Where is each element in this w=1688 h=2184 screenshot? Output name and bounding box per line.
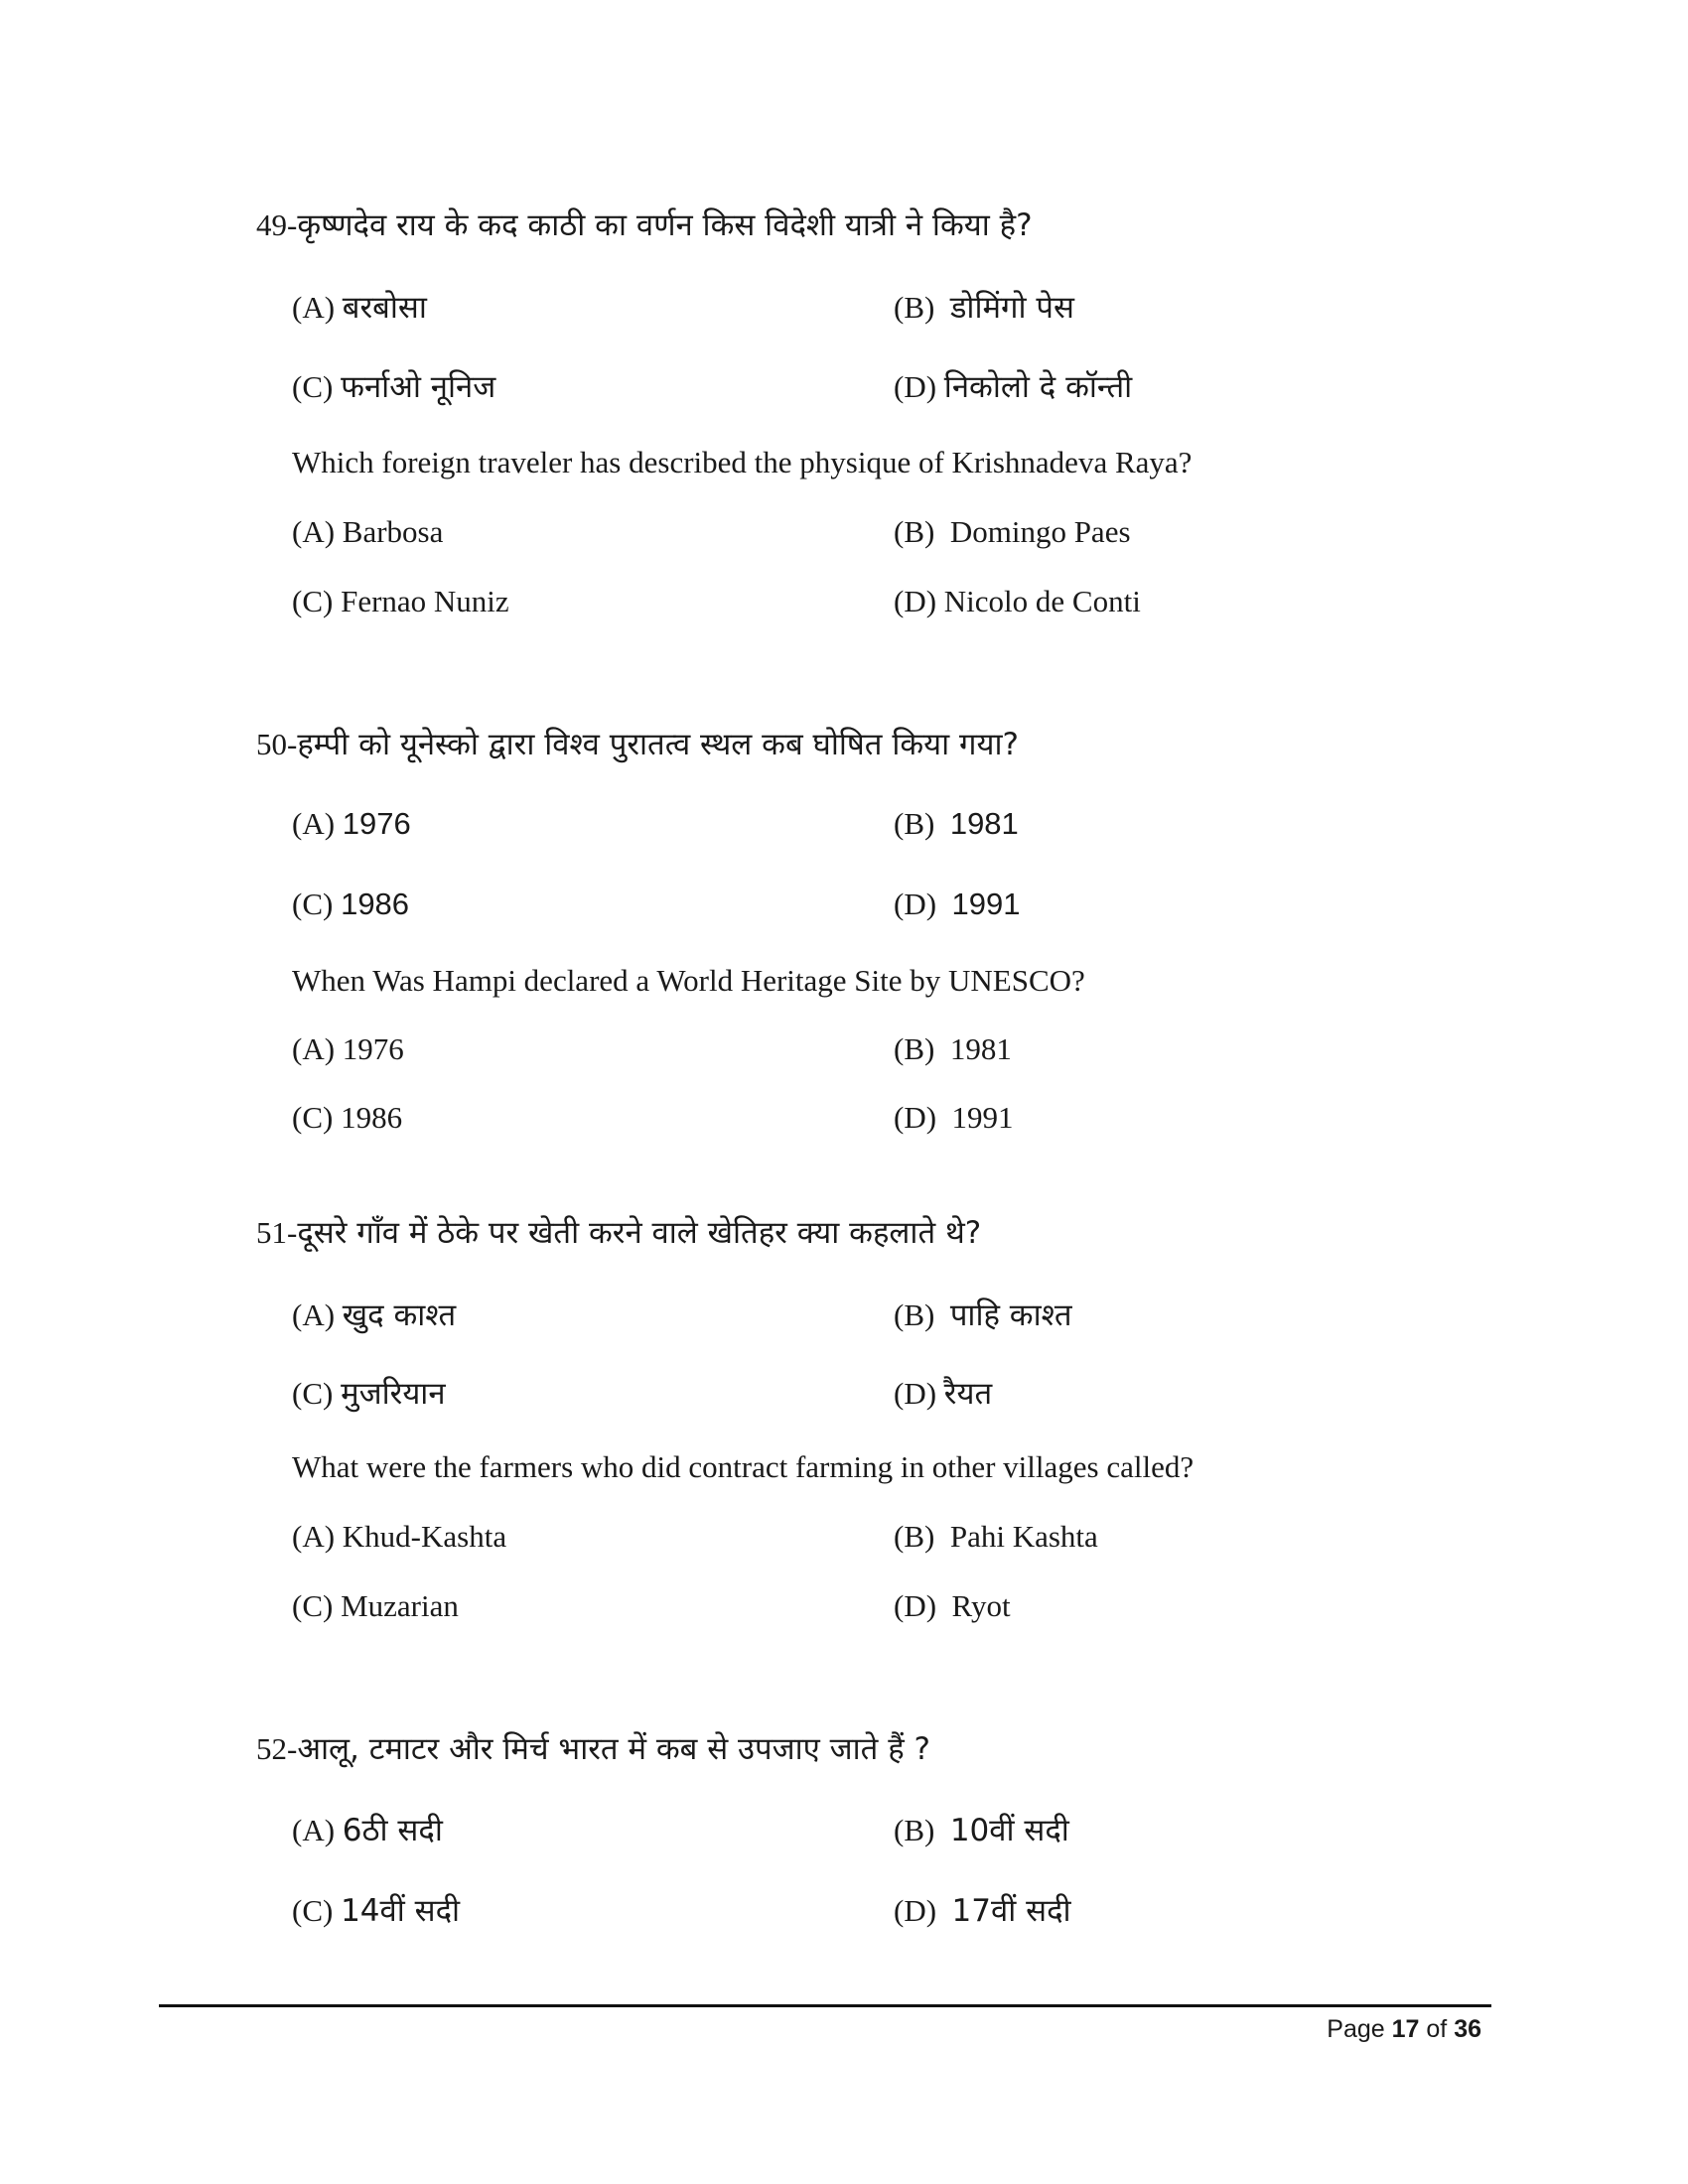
option-c: (C) फर्नाओ नूनिज (292, 369, 496, 405)
question-49-english: Which foreign traveler has described the physique of Krishnadeva Raya? (292, 445, 1193, 479)
option-d: (D) 1991 (894, 1100, 1014, 1135)
question-text: दूसरे गाँव में ठेके पर खेती करने वाले खेतिहर क्या कहलाते थे? (297, 1215, 982, 1251)
option-a: (A) बरबोसा (292, 290, 427, 326)
option-d: (D) Ryot (894, 1588, 1011, 1623)
option-d: (D) 1991 (894, 887, 1021, 921)
option-d: (D) रैयत (894, 1376, 993, 1412)
option-d: (D) Nicolo de Conti (894, 584, 1141, 618)
option-a: (A) Khud-Kashta (292, 1519, 507, 1554)
option-b: (B) Domingo Paes (894, 514, 1131, 549)
question-50-hindi (256, 723, 1019, 764)
option-d: (D) 17वीं सदी (894, 1893, 1071, 1929)
question-52-hindi (256, 1727, 930, 1769)
option-c: (C) Muzarian (292, 1588, 459, 1623)
question-number: 50- (256, 727, 298, 761)
question-number: 52- (256, 1731, 298, 1766)
option-b: (B) 1981 (894, 1031, 1012, 1066)
option-d: (D) निकोलो दे कॉन्ती (894, 369, 1133, 405)
option-c: (C) 14वीं सदी (292, 1893, 461, 1929)
page-number: Page 17 of 36 (1327, 2015, 1481, 2043)
question-51-hindi (256, 1211, 981, 1253)
question-text: हम्पी को यूनेस्को द्वारा विश्व पुरातत्व स्थल कब घोषित किया गया? (297, 727, 1019, 762)
option-b: (B) Pahi Kashta (894, 1519, 1098, 1554)
option-a: (A) Barbosa (292, 514, 444, 549)
footer-divider (159, 2004, 1491, 2007)
question-49-hindi (256, 204, 1033, 245)
option-b: (B) पाहि काश्त (894, 1297, 1072, 1333)
option-b: (B) 1981 (894, 806, 1019, 841)
option-a: (A) 1976 (292, 1031, 404, 1066)
question-text: कृष्णदेव राय के कद काठी का वर्णन किस विदेशी यात्री ने किया है? (297, 207, 1033, 243)
option-c: (C) 1986 (292, 1100, 403, 1135)
question-number: 51- (256, 1215, 298, 1250)
current-page: 17 (1391, 2015, 1420, 2043)
option-c: (C) मुजरियान (292, 1376, 446, 1412)
question-number: 49- (256, 207, 298, 242)
question-text: आलू, टमाटर और मिर्च भारत में कब से उपजाए जाते हैं ? (297, 1731, 930, 1767)
option-b: (B) डोमिंगो पेस (894, 290, 1074, 326)
total-pages: 36 (1454, 2015, 1481, 2043)
question-51-english: What were the farmers who did contract farming in other villages called? (292, 1449, 1195, 1484)
option-c: (C) Fernao Nuniz (292, 584, 509, 618)
option-c: (C) 1986 (292, 887, 410, 921)
option-a: (A) 6ठी सदी (292, 1813, 443, 1848)
option-a: (A) खुद काश्त (292, 1297, 457, 1333)
option-a: (A) 1976 (292, 806, 411, 841)
question-50-english: When Was Hampi declared a World Heritage Site by UNESCO? (292, 963, 1085, 998)
option-b: (B) 10वीं सदी (894, 1813, 1069, 1848)
